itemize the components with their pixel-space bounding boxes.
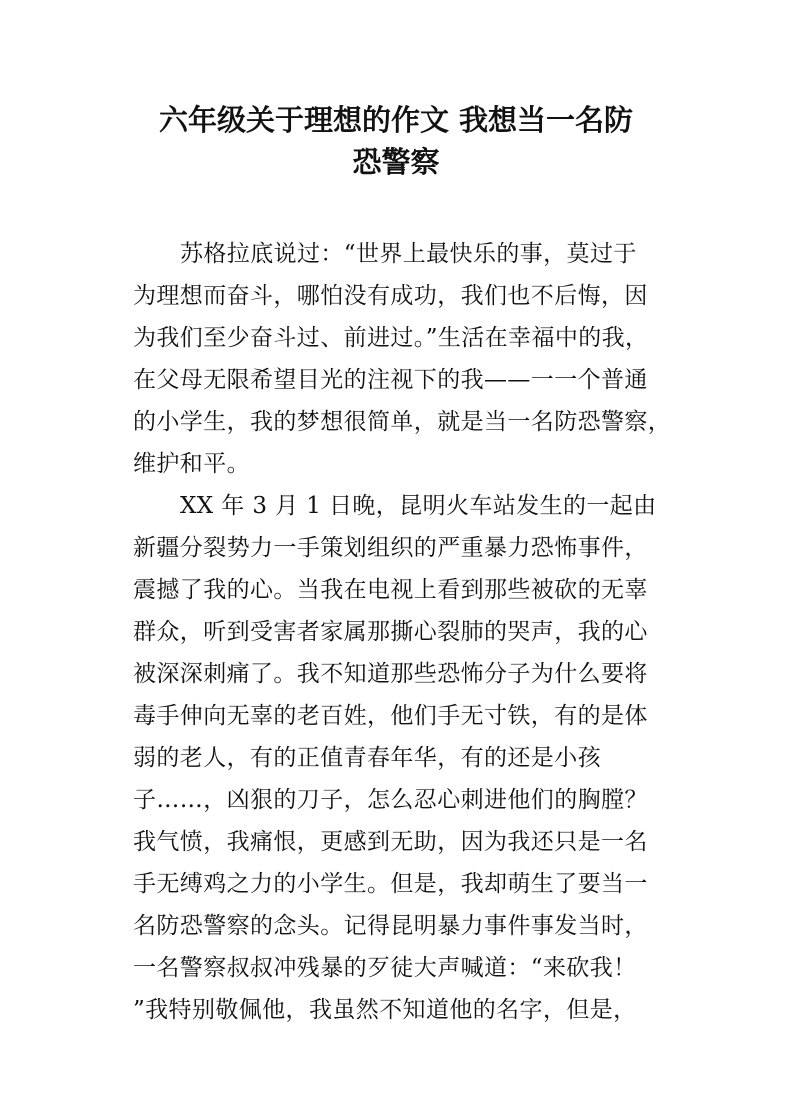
- body-line: 为理想而奋斗，哪怕没有成功，我们也不后悔，因: [133, 283, 648, 309]
- body-line: 群众，听到受害者家属那撕心裂肺的哭声，我的心: [133, 619, 648, 645]
- body-line: 苏格拉底说过：“世界上最快乐的事，莫过于: [180, 241, 637, 267]
- body-line: 手无缚鸡之力的小学生。但是，我却萌生了要当一: [133, 871, 648, 897]
- body-line: 被深深刺痛了。我不知道那些恐怖分子为什么要将: [133, 661, 648, 687]
- document-title-line-2: 恐警察: [352, 145, 440, 179]
- body-line: 弱的老人，有的正值青春年华，有的还是小孩: [133, 745, 601, 771]
- body-line: 的小学生，我的梦想很简单，就是当一名防恐警察，: [133, 409, 672, 435]
- body-line: 我气愤，我痛恨，更感到无助，因为我还只是一名: [133, 829, 648, 855]
- body-line: 震撼了我的心。当我在电视上看到那些被砍的无辜: [133, 577, 648, 603]
- body-line: 一名警察叔叔冲残暴的歹徒大声喊道：“来砍我！: [133, 955, 637, 981]
- body-line: XX 年 3 月 1 日晚，昆明火车站发生的一起由: [180, 493, 657, 519]
- body-line: 在父母无限希望目光的注视下的我——一一个普通: [133, 367, 648, 393]
- document-title-line-1: 六年级关于理想的作文 我想当一名防: [158, 103, 634, 137]
- body-line: 为我们至少奋斗过、前进过。”生活在幸福中的我，: [133, 325, 649, 351]
- body-line: 新疆分裂势力一手策划组织的严重暴力恐怖事件，: [133, 535, 648, 561]
- body-line: 子……，凶狠的刀子，怎么忍心刺进他们的胸膛？: [133, 787, 648, 813]
- body-line: 维护和平。: [133, 451, 250, 477]
- body-line: 名防恐警察的念头。记得昆明暴力事件事发当时，: [133, 913, 648, 939]
- body-line: ”我特别敬佩他，我虽然不知道他的名字，但是，: [133, 997, 637, 1023]
- body-line: 毒手伸向无辜的老百姓，他们手无寸铁，有的是体: [133, 703, 648, 729]
